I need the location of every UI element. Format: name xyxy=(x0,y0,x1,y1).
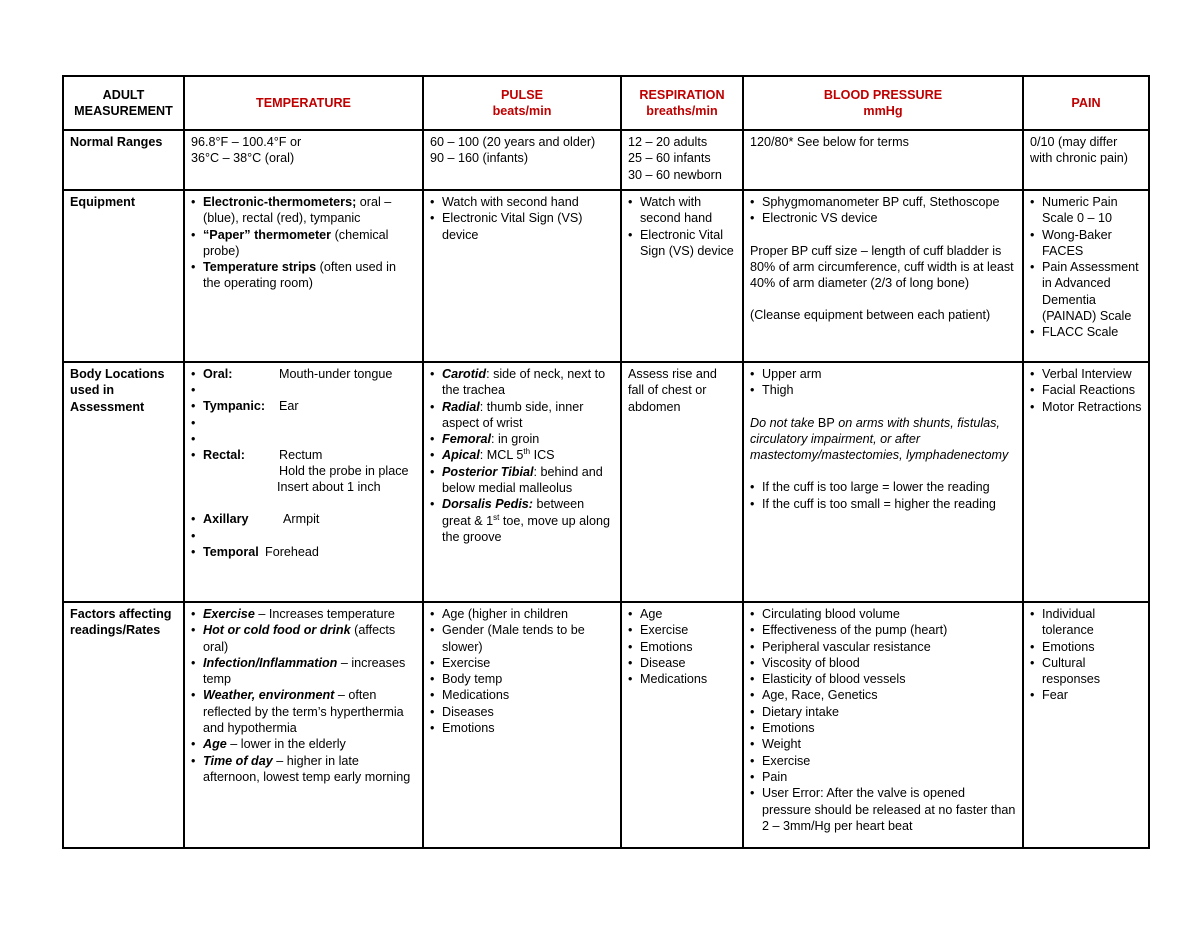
list-item: • Exercise – Increases temperature xyxy=(191,606,416,622)
text: 30 – 60 newborn xyxy=(628,167,722,182)
cell-blood-pressure: 120/80* See below for terms xyxy=(743,130,1023,190)
row-factors xyxy=(63,602,1149,848)
list-item: • Disease xyxy=(628,655,736,671)
list-item: • Oral: Mouth-under tongue xyxy=(191,366,416,382)
list-item: • Effectiveness of the pump (heart) xyxy=(750,622,1016,638)
list-item: • Peripheral vascular resistance xyxy=(750,639,1016,655)
cell-respiration xyxy=(621,190,743,362)
text: 25 – 60 infants xyxy=(628,151,711,166)
text: 90 – 160 (infants) xyxy=(430,151,529,166)
list-item: • Exercise xyxy=(628,622,736,638)
list-item: • Apical: MCL 5th ICS xyxy=(430,447,614,463)
list-item: • Age xyxy=(628,606,736,622)
list-item: • Numeric Pain Scale 0 – 10 xyxy=(1030,194,1142,227)
list-item: • Medications xyxy=(430,687,614,703)
list-item: • Axillary Armpit xyxy=(191,511,416,527)
bp-title: BLOOD PRESSURE xyxy=(823,87,943,102)
cell-temperature xyxy=(184,190,423,362)
list-item: • Elasticity of blood vessels xyxy=(750,671,1016,687)
cell-temperature xyxy=(184,130,423,190)
list-item: • Exercise xyxy=(430,655,614,671)
text: (Cleanse equipment between each patient) xyxy=(750,308,991,323)
list-item: • Temporal Forehead xyxy=(191,544,416,560)
list-item: • Infection/Inflammation – increases temp xyxy=(191,655,416,688)
list-item: • Hot or cold food or drink (affects oral) xyxy=(191,622,416,655)
list-item: • Motor Retractions xyxy=(1030,399,1142,415)
row-label: Normal Ranges xyxy=(63,130,184,190)
list-item: • Circulating blood volume xyxy=(750,606,1016,622)
list-item: • Electronic VS device xyxy=(750,210,1016,226)
list-item: • Electronic Vital Sign (VS) device xyxy=(628,227,736,260)
list-item: • Thigh xyxy=(750,382,1016,398)
list-item: • Upper arm xyxy=(750,366,1016,382)
spacer xyxy=(191,528,416,544)
cell-pain xyxy=(1023,362,1149,602)
list-item: • Femoral: in groin xyxy=(430,431,614,447)
list-item: • Sphygmomanometer BP cuff, Stethoscope xyxy=(750,194,1016,210)
header-row xyxy=(63,76,1149,130)
list-item: • Tympanic: Ear xyxy=(191,398,416,414)
list-item: • Age, Race, Genetics xyxy=(750,687,1016,703)
list-item: • Emotions xyxy=(750,720,1016,736)
list-item: • User Error: After the valve is opened pressure should be released at no faster than 2 – 3mm/Hg per heart beat xyxy=(750,785,1016,834)
list-item: • Electronic-thermometers; oral – (blue), rectal (red), tympanic xyxy=(191,194,416,227)
cell-pain xyxy=(1023,190,1149,362)
list-item: • Radial: thumb side, inner aspect of wrist xyxy=(430,399,614,432)
text: Hold the probe in place xyxy=(279,463,409,478)
cell-pulse xyxy=(423,130,621,190)
cell-pain xyxy=(1023,602,1149,848)
row-equipment xyxy=(63,190,1149,362)
text: 60 – 100 (20 years and older) xyxy=(430,135,596,149)
header-pulse xyxy=(423,76,621,130)
row-label: Equipment xyxy=(63,190,184,362)
cell-pulse xyxy=(423,362,621,602)
respiration-unit: breaths/min xyxy=(646,104,718,118)
list-item: • Temperature strips (often used in the operating room) xyxy=(191,259,416,292)
list-item: • Watch with second hand xyxy=(628,194,736,227)
list-item: • Watch with second hand xyxy=(430,194,614,210)
cell-pulse xyxy=(423,190,621,362)
text: 96.8°F – 100.4°F or xyxy=(191,135,302,149)
list-item: • Medications xyxy=(628,671,736,687)
header-temperature: TEMPERATURE xyxy=(184,76,423,130)
list-item: • Pain Assessment in Advanced Dementia (PAINAD) Scale xyxy=(1030,259,1142,324)
list-item: • Exercise xyxy=(750,753,1016,769)
list-item: • Rectal: Rectum xyxy=(191,447,416,463)
cell-respiration xyxy=(621,130,743,190)
list-item: • Electronic Vital Sign (VS) device xyxy=(430,210,614,243)
row-label: Factors affecting readings/Rates xyxy=(63,602,184,848)
cell-blood-pressure xyxy=(743,362,1023,602)
list-item: • Posterior Tibial: behind and below medial malleolus xyxy=(430,464,614,497)
list-item: • FLACC Scale xyxy=(1030,324,1142,340)
cell-respiration xyxy=(621,602,743,848)
text: Proper BP cuff size – length of cuff bladder is 80% of arm circumference, cuff width is at least 40% of arm diameter (2/3 of long bone) xyxy=(750,243,1014,291)
list-item: • Facial Reactions xyxy=(1030,382,1142,398)
header-respiration xyxy=(621,76,743,130)
cell-blood-pressure xyxy=(743,602,1023,848)
list-item: • Weight xyxy=(750,736,1016,752)
list-item: • Diseases xyxy=(430,704,614,720)
bp-unit: mmHg xyxy=(863,104,903,118)
text: Do not take BP on arms with shunts, fistulas, circulatory impairment, or after mastectomy/mastectomies, lymphadenectomy xyxy=(750,415,1009,463)
spacer xyxy=(191,382,416,398)
list-item: • “Paper” thermometer (chemical probe) xyxy=(191,227,416,260)
pulse-title: PULSE xyxy=(501,87,543,102)
cell-pain: 0/10 (may differ with chronic pain) xyxy=(1023,130,1149,190)
list-item: • Age (higher in children xyxy=(430,606,614,622)
spacer xyxy=(191,431,416,447)
list-item: • Carotid: side of neck, next to the trachea xyxy=(430,366,614,399)
row-normal-ranges xyxy=(63,130,1149,190)
pulse-unit: beats/min xyxy=(492,104,552,118)
list-item: • Dorsalis Pedis: between great & 1st toe, move up along the groove xyxy=(430,496,614,545)
header-pain: PAIN xyxy=(1023,76,1149,130)
cell-respiration: Assess rise and fall of chest or abdomen xyxy=(621,362,743,602)
list-item: • Individual tolerance xyxy=(1030,606,1142,639)
list-item: • Time of day – higher in late afternoon, lowest temp early morning xyxy=(191,753,416,786)
list-item: • Weather, environment – often reflected by the term’s hyperthermia and hypothermia xyxy=(191,687,416,736)
list-item: • Pain xyxy=(750,769,1016,785)
cell-temperature xyxy=(184,362,423,602)
header-adult-measurement: ADULT MEASUREMENT xyxy=(63,76,184,130)
list-item: • Age – lower in the elderly xyxy=(191,736,416,752)
list-item: • Emotions xyxy=(430,720,614,736)
list-item: • Viscosity of blood xyxy=(750,655,1016,671)
spacer xyxy=(191,415,416,431)
text: Insert about 1 inch xyxy=(277,480,381,495)
cell-temperature xyxy=(184,602,423,848)
list-item: • If the cuff is too small = higher the reading xyxy=(750,496,1016,512)
list-item: • Emotions xyxy=(628,639,736,655)
respiration-title: RESPIRATION xyxy=(639,87,725,102)
cell-blood-pressure xyxy=(743,190,1023,362)
row-label: Body Locations used in Assessment xyxy=(63,362,184,602)
text: 12 – 20 adults xyxy=(628,135,708,149)
list-item: • Dietary intake xyxy=(750,704,1016,720)
list-item: • Emotions xyxy=(1030,639,1142,655)
cell-pulse xyxy=(423,602,621,848)
list-item: • Fear xyxy=(1030,687,1142,703)
list-item: • If the cuff is too large = lower the reading xyxy=(750,479,1016,495)
list-item: • Verbal Interview xyxy=(1030,366,1142,382)
list-item: • Wong-Baker FACES xyxy=(1030,227,1142,260)
list-item: • Cultural responses xyxy=(1030,655,1142,688)
row-body-locations xyxy=(63,362,1149,602)
list-item: • Body temp xyxy=(430,671,614,687)
list-item: • Gender (Male tends to be slower) xyxy=(430,622,614,655)
text: 36°C – 38°C (oral) xyxy=(191,151,295,166)
vital-signs-table xyxy=(62,75,1150,849)
header-blood-pressure xyxy=(743,76,1023,130)
